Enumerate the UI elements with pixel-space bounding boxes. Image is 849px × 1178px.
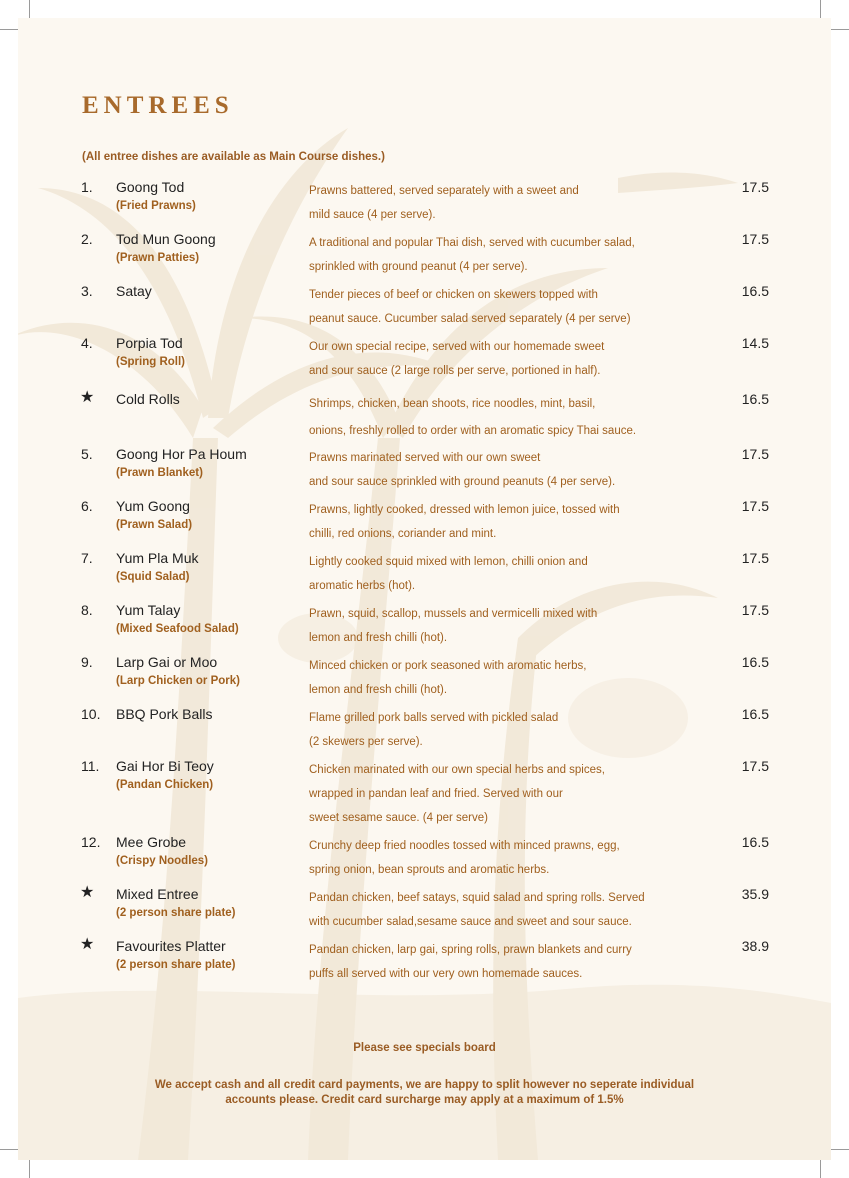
description-line: (2 skewers per serve). bbox=[309, 736, 423, 748]
item-price: 17.5 bbox=[741, 602, 769, 618]
crop-mark bbox=[29, 0, 30, 18]
payment-line: We accept cash and all credit card payments, we are happy to split however no seperate individual bbox=[154, 1079, 695, 1091]
item-number: 11. bbox=[81, 758, 100, 774]
description-line: sweet sesame sauce. (4 per serve) bbox=[309, 812, 488, 824]
crop-mark bbox=[820, 0, 821, 18]
star-icon: ★ bbox=[80, 936, 95, 953]
description-line: aromatic herbs (hot). bbox=[309, 580, 416, 592]
item-subtitle: (Crispy Noodles) bbox=[116, 855, 209, 867]
item-price: 16.5 bbox=[741, 391, 769, 407]
item-price: 17.5 bbox=[741, 498, 769, 514]
description-line: sprinkled with ground peanut (4 per serve). bbox=[309, 261, 528, 273]
item-number: 9. bbox=[81, 654, 93, 670]
item-name: Porpia Tod bbox=[116, 335, 183, 351]
item-number: 5. bbox=[81, 446, 93, 462]
item-name: Yum Pla Muk bbox=[116, 550, 199, 566]
description-line: Prawns battered, served separately with a sweet and bbox=[309, 185, 579, 197]
item-subtitle: (Spring Roll) bbox=[116, 356, 185, 368]
description-line: onions, freshly rolled to order with an aromatic spicy Thai sauce. bbox=[309, 425, 637, 437]
item-price: 14.5 bbox=[741, 335, 769, 351]
crop-mark bbox=[0, 1149, 18, 1150]
item-name: Tod Mun Goong bbox=[116, 231, 216, 247]
description-line: Minced chicken or pork seasoned with aromatic herbs, bbox=[309, 660, 587, 672]
item-name: Gai Hor Bi Teoy bbox=[116, 758, 214, 774]
description-line: peanut sauce. Cucumber salad served separately (4 per serve) bbox=[309, 313, 631, 325]
item-description bbox=[309, 938, 709, 986]
item-subtitle: (Prawn Patties) bbox=[116, 252, 200, 264]
description-line: and sour sauce sprinkled with ground peanuts (4 per serve). bbox=[309, 476, 616, 488]
item-name: Larp Gai or Moo bbox=[116, 654, 218, 670]
description-line: Pandan chicken, beef satays, squid salad and spring rolls. Served bbox=[309, 892, 645, 904]
description-line: Lightly cooked squid mixed with lemon, chilli onion and bbox=[309, 556, 588, 568]
crop-mark bbox=[831, 29, 849, 30]
item-price: 16.5 bbox=[741, 283, 769, 299]
description-line: Tender pieces of beef or chicken on skewers topped with bbox=[309, 289, 598, 301]
item-number: 6. bbox=[81, 498, 93, 514]
item-name: Mixed Entree bbox=[116, 886, 199, 902]
item-description bbox=[309, 446, 709, 494]
item-price: 16.5 bbox=[741, 706, 769, 722]
item-description bbox=[309, 391, 709, 445]
star-icon: ★ bbox=[80, 389, 95, 406]
item-number: 2. bbox=[81, 231, 93, 247]
item-subtitle: (Mixed Seafood Salad) bbox=[116, 623, 239, 635]
item-description bbox=[309, 283, 709, 331]
description-line: chilli, red onions, coriander and mint. bbox=[309, 528, 497, 540]
crop-mark bbox=[29, 1160, 30, 1178]
item-subtitle: (Larp Chicken or Pork) bbox=[116, 675, 240, 687]
description-line: Chicken marinated with our own special herbs and spices, bbox=[309, 764, 605, 776]
item-number: 7. bbox=[81, 550, 93, 566]
item-description bbox=[309, 834, 709, 882]
description-line: Crunchy deep fried noodles tossed with minced prawns, egg, bbox=[309, 840, 620, 852]
description-line: Flame grilled pork balls served with pickled salad bbox=[309, 712, 559, 724]
item-description bbox=[309, 602, 709, 650]
item-name: Yum Goong bbox=[116, 498, 190, 514]
item-price: 35.9 bbox=[741, 886, 769, 902]
crop-mark bbox=[831, 1149, 849, 1150]
description-line: mild sauce (4 per serve). bbox=[309, 209, 436, 221]
specials-note: Please see specials board bbox=[353, 1042, 496, 1054]
item-price: 17.5 bbox=[741, 231, 769, 247]
crop-mark bbox=[0, 29, 18, 30]
item-number: 10. bbox=[81, 706, 101, 722]
description-line: and sour sauce (2 large rolls per serve, portioned in half). bbox=[309, 365, 601, 377]
description-line: wrapped in pandan leaf and fried. Served with our bbox=[309, 788, 563, 800]
item-price: 16.5 bbox=[741, 654, 769, 670]
item-subtitle: (Prawn Blanket) bbox=[116, 467, 203, 479]
item-description bbox=[309, 335, 709, 383]
item-name: Mee Grobe bbox=[116, 834, 187, 850]
item-subtitle: (2 person share plate) bbox=[116, 959, 236, 971]
item-description bbox=[309, 498, 709, 546]
item-description bbox=[309, 179, 709, 227]
page-title: ENTREES bbox=[82, 92, 234, 119]
item-price: 16.5 bbox=[741, 834, 769, 850]
star-icon: ★ bbox=[80, 884, 95, 901]
description-line: puffs all served with our very own homemade sauces. bbox=[309, 968, 583, 980]
item-subtitle: (Pandan Chicken) bbox=[116, 779, 214, 791]
item-name: Cold Rolls bbox=[116, 391, 180, 407]
description-line: lemon and fresh chilli (hot). bbox=[309, 684, 448, 696]
item-price: 17.5 bbox=[741, 446, 769, 462]
description-line: A traditional and popular Thai dish, served with cucumber salad, bbox=[309, 237, 635, 249]
item-number: 8. bbox=[81, 602, 93, 618]
item-name: Satay bbox=[116, 283, 152, 299]
item-price: 38.9 bbox=[741, 938, 769, 954]
description-line: Shrimps, chicken, bean shoots, rice noodles, mint, basil, bbox=[309, 398, 596, 410]
item-description bbox=[309, 886, 709, 934]
item-description bbox=[309, 758, 709, 830]
description-line: Our own special recipe, served with our homemade sweet bbox=[309, 341, 605, 353]
crop-mark bbox=[820, 1160, 821, 1178]
payment-line: accounts please. Credit card surcharge may apply at a maximum of 1.5% bbox=[225, 1094, 624, 1106]
description-line: with cucumber salad,sesame sauce and sweet and sour sauce. bbox=[309, 916, 632, 928]
item-number: 4. bbox=[81, 335, 93, 351]
entree-note: (All entree dishes are available as Main Course dishes.) bbox=[82, 151, 385, 163]
description-line: Prawns marinated served with our own sweet bbox=[309, 452, 541, 464]
description-line: spring onion, bean sprouts and aromatic herbs. bbox=[309, 864, 550, 876]
item-subtitle: (Fried Prawns) bbox=[116, 200, 196, 212]
item-description bbox=[309, 550, 709, 598]
item-description bbox=[309, 231, 709, 279]
item-price: 17.5 bbox=[741, 179, 769, 195]
item-subtitle: (Prawn Salad) bbox=[116, 519, 193, 531]
description-line: Pandan chicken, larp gai, spring rolls, prawn blankets and curry bbox=[309, 944, 632, 956]
payment-note bbox=[100, 1078, 749, 1108]
item-description bbox=[309, 654, 709, 702]
item-number: 3. bbox=[81, 283, 93, 299]
item-number: 1. bbox=[81, 179, 93, 195]
item-subtitle: (2 person share plate) bbox=[116, 907, 236, 919]
description-line: lemon and fresh chilli (hot). bbox=[309, 632, 448, 644]
item-name: Favourites Platter bbox=[116, 938, 226, 954]
item-description bbox=[309, 706, 709, 754]
item-name: Goong Tod bbox=[116, 179, 185, 195]
item-name: Goong Hor Pa Houm bbox=[116, 446, 247, 462]
item-price: 17.5 bbox=[741, 550, 769, 566]
item-subtitle: (Squid Salad) bbox=[116, 571, 190, 583]
item-name: Yum Talay bbox=[116, 602, 181, 618]
item-name: BBQ Pork Balls bbox=[116, 706, 213, 722]
description-line: Prawns, lightly cooked, dressed with lemon juice, tossed with bbox=[309, 504, 620, 516]
item-price: 17.5 bbox=[741, 758, 769, 774]
item-number: 12. bbox=[81, 834, 101, 850]
description-line: Prawn, squid, scallop, mussels and vermicelli mixed with bbox=[309, 608, 598, 620]
